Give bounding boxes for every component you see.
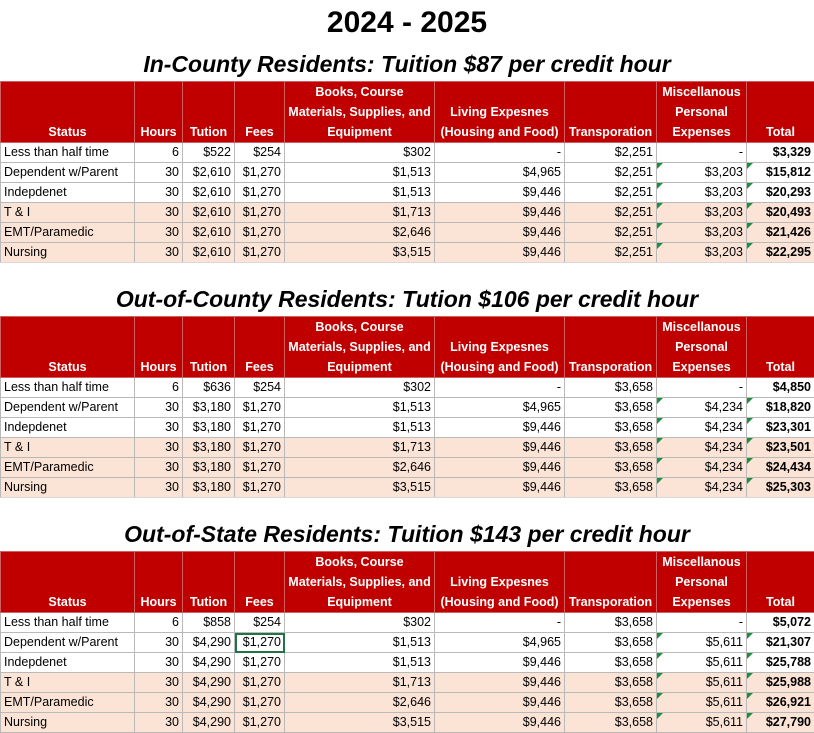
hours-header[interactable]: Hours [135, 552, 183, 613]
hours-cell[interactable]: 30 [135, 398, 183, 418]
transport-cell[interactable]: $3,658 [565, 418, 657, 438]
hours-cell[interactable]: 30 [135, 653, 183, 673]
misc-cell[interactable]: - [657, 143, 747, 163]
total-cell[interactable]: $25,788 [747, 653, 814, 673]
misc-cell[interactable]: $3,203 [657, 243, 747, 263]
books-cell[interactable]: $1,713 [285, 438, 435, 458]
tuition-header[interactable]: Tution [183, 552, 235, 613]
hours-cell[interactable]: 30 [135, 633, 183, 653]
status-cell[interactable]: Nursing [1, 243, 135, 263]
tuition-cell[interactable]: $636 [183, 378, 235, 398]
books-cell[interactable]: $1,513 [285, 398, 435, 418]
transport-cell[interactable]: $2,251 [565, 183, 657, 203]
misc-cell[interactable]: $5,611 [657, 673, 747, 693]
books-cell[interactable]: $1,513 [285, 163, 435, 183]
misc-header[interactable]: Miscellanous Personal Expenses [657, 82, 747, 143]
tuition-cell[interactable]: $3,180 [183, 478, 235, 498]
misc-cell[interactable]: - [657, 378, 747, 398]
table-row [1, 223, 814, 243]
status-header[interactable]: Status [1, 552, 135, 613]
transport-cell[interactable]: $3,658 [565, 713, 657, 733]
transport-header[interactable]: Transporation [565, 82, 657, 143]
fees-cell[interactable]: $1,270 [235, 223, 285, 243]
transport-header[interactable]: Transporation [565, 552, 657, 613]
status-cell[interactable]: Indepdenet [1, 183, 135, 203]
fees-cell[interactable]: $1,270 [235, 633, 285, 653]
total-cell[interactable]: $23,301 [747, 418, 814, 438]
misc-cell[interactable]: $5,611 [657, 693, 747, 713]
books-cell[interactable]: $1,713 [285, 673, 435, 693]
fees-cell[interactable]: $1,270 [235, 693, 285, 713]
table-row [1, 613, 814, 633]
living-cell[interactable]: $9,446 [435, 458, 565, 478]
status-cell[interactable]: Indepdenet [1, 653, 135, 673]
fees-cell[interactable]: $1,270 [235, 183, 285, 203]
total-cell[interactable]: $25,303 [747, 478, 814, 498]
living-cell[interactable]: - [435, 378, 565, 398]
table-row [1, 243, 814, 263]
living-cell[interactable]: $9,446 [435, 713, 565, 733]
tuition-cell[interactable]: $3,180 [183, 458, 235, 478]
header-row [1, 317, 814, 378]
living-cell[interactable]: $9,446 [435, 183, 565, 203]
fees-cell[interactable]: $254 [235, 143, 285, 163]
transport-cell[interactable]: $3,658 [565, 398, 657, 418]
misc-cell[interactable]: $3,203 [657, 183, 747, 203]
living-cell[interactable]: - [435, 143, 565, 163]
table-row [1, 163, 814, 183]
status-cell[interactable]: T & I [1, 203, 135, 223]
total-cell[interactable]: $24,434 [747, 458, 814, 478]
status-cell[interactable]: Dependent w/Parent [1, 398, 135, 418]
transport-cell[interactable]: $3,658 [565, 693, 657, 713]
status-cell[interactable]: Less than half time [1, 143, 135, 163]
fees-cell[interactable]: $1,270 [235, 163, 285, 183]
living-header[interactable]: Living Expesnes (Housing and Food) [435, 317, 565, 378]
table-row [1, 693, 814, 713]
books-cell[interactable]: $3,515 [285, 243, 435, 263]
fees-cell[interactable]: $1,270 [235, 203, 285, 223]
transport-cell[interactable]: $3,658 [565, 673, 657, 693]
fees-cell[interactable]: $1,270 [235, 478, 285, 498]
living-cell[interactable]: $9,446 [435, 243, 565, 263]
books-cell[interactable]: $302 [285, 613, 435, 633]
total-header[interactable]: Total [747, 552, 814, 613]
living-cell[interactable]: $4,965 [435, 163, 565, 183]
misc-header[interactable]: Miscellanous Personal Expenses [657, 317, 747, 378]
transport-cell[interactable]: $2,251 [565, 203, 657, 223]
fees-cell[interactable]: $1,270 [235, 438, 285, 458]
fees-cell[interactable]: $1,270 [235, 398, 285, 418]
fees-cell[interactable]: $1,270 [235, 653, 285, 673]
tuition-cell[interactable]: $2,610 [183, 223, 235, 243]
misc-cell[interactable]: $5,611 [657, 653, 747, 673]
status-cell[interactable]: Dependent w/Parent [1, 633, 135, 653]
status-cell[interactable]: Less than half time [1, 378, 135, 398]
hours-cell[interactable]: 30 [135, 203, 183, 223]
transport-cell[interactable]: $3,658 [565, 653, 657, 673]
total-cell[interactable]: $22,295 [747, 243, 814, 263]
transport-cell[interactable]: $2,251 [565, 143, 657, 163]
books-cell[interactable]: $2,646 [285, 693, 435, 713]
page-title: 2024 - 2025 [0, 2, 814, 44]
status-header[interactable]: Status [1, 317, 135, 378]
books-cell[interactable]: $1,513 [285, 633, 435, 653]
tuition-cell[interactable]: $4,290 [183, 653, 235, 673]
misc-cell[interactable]: $4,234 [657, 478, 747, 498]
table-row [1, 633, 814, 653]
table-row [1, 398, 814, 418]
total-cell[interactable]: $15,812 [747, 163, 814, 183]
table-row [1, 713, 814, 733]
books-cell[interactable]: $1,713 [285, 203, 435, 223]
table-row [1, 378, 814, 398]
hours-cell[interactable]: 30 [135, 243, 183, 263]
transport-cell[interactable]: $3,658 [565, 458, 657, 478]
living-cell[interactable]: $9,446 [435, 223, 565, 243]
total-cell[interactable]: $3,329 [747, 143, 814, 163]
tuition-header[interactable]: Tution [183, 317, 235, 378]
books-cell[interactable]: $1,513 [285, 418, 435, 438]
misc-cell[interactable]: $4,234 [657, 398, 747, 418]
misc-header[interactable]: Miscellanous Personal Expenses [657, 552, 747, 613]
section-title: In-County Residents: Tuition $87 per credit hour [0, 48, 814, 80]
cost-table [0, 316, 814, 498]
header-row [1, 552, 814, 613]
living-cell[interactable]: $9,446 [435, 478, 565, 498]
transport-cell[interactable]: $3,658 [565, 478, 657, 498]
fees-header[interactable]: Fees [235, 552, 285, 613]
status-cell[interactable]: Dependent w/Parent [1, 163, 135, 183]
status-cell[interactable]: EMT/Paramedic [1, 693, 135, 713]
transport-cell[interactable]: $2,251 [565, 243, 657, 263]
books-cell[interactable]: $2,646 [285, 458, 435, 478]
tuition-cell[interactable]: $2,610 [183, 203, 235, 223]
tuition-cell[interactable]: $2,610 [183, 163, 235, 183]
living-cell[interactable]: $9,446 [435, 693, 565, 713]
fees-cell[interactable]: $1,270 [235, 673, 285, 693]
misc-cell[interactable]: $3,203 [657, 203, 747, 223]
transport-cell[interactable]: $3,658 [565, 633, 657, 653]
living-cell[interactable]: $9,446 [435, 418, 565, 438]
total-cell[interactable]: $23,501 [747, 438, 814, 458]
misc-cell[interactable]: $3,203 [657, 223, 747, 243]
tuition-cell[interactable]: $4,290 [183, 673, 235, 693]
status-cell[interactable]: Indepdenet [1, 418, 135, 438]
hours-cell[interactable]: 6 [135, 143, 183, 163]
fees-cell[interactable]: $254 [235, 613, 285, 633]
tuition-cell[interactable]: $3,180 [183, 438, 235, 458]
status-cell[interactable]: T & I [1, 673, 135, 693]
misc-cell[interactable]: $4,234 [657, 458, 747, 478]
living-cell[interactable]: $9,446 [435, 438, 565, 458]
living-cell[interactable]: $9,446 [435, 203, 565, 223]
table-row [1, 143, 814, 163]
total-header[interactable]: Total [747, 317, 814, 378]
tuition-cell[interactable]: $4,290 [183, 713, 235, 733]
living-cell[interactable]: - [435, 613, 565, 633]
books-cell[interactable]: $2,646 [285, 223, 435, 243]
table-row [1, 458, 814, 478]
fees-cell[interactable]: $254 [235, 378, 285, 398]
fees-header[interactable]: Fees [235, 317, 285, 378]
books-header[interactable]: Books, Course Materials, Supplies, and Equipment [285, 82, 435, 143]
tuition-cell[interactable]: $2,610 [183, 243, 235, 263]
tuition-cell[interactable]: $858 [183, 613, 235, 633]
books-cell[interactable]: $1,513 [285, 653, 435, 673]
tuition-cell[interactable]: $522 [183, 143, 235, 163]
table-row [1, 653, 814, 673]
hours-cell[interactable]: 30 [135, 438, 183, 458]
misc-cell[interactable]: $4,234 [657, 418, 747, 438]
transport-cell[interactable]: $3,658 [565, 613, 657, 633]
spacer-row [0, 497, 814, 517]
table-row [1, 183, 814, 203]
total-cell[interactable]: $5,072 [747, 613, 814, 633]
living-header[interactable]: Living Expesnes (Housing and Food) [435, 552, 565, 613]
misc-cell[interactable]: $3,203 [657, 163, 747, 183]
fees-cell[interactable]: $1,270 [235, 243, 285, 263]
status-cell[interactable]: EMT/Paramedic [1, 458, 135, 478]
fees-cell[interactable]: $1,270 [235, 713, 285, 733]
fees-cell[interactable]: $1,270 [235, 458, 285, 478]
tuition-cell[interactable]: $2,610 [183, 183, 235, 203]
table-row [1, 673, 814, 693]
misc-cell[interactable]: $5,611 [657, 713, 747, 733]
table-row [1, 438, 814, 458]
living-cell[interactable]: $9,446 [435, 653, 565, 673]
living-cell[interactable]: $4,965 [435, 398, 565, 418]
total-cell[interactable]: $21,426 [747, 223, 814, 243]
total-cell[interactable]: $18,820 [747, 398, 814, 418]
tuition-header[interactable]: Tution [183, 82, 235, 143]
tuition-cell[interactable]: $3,180 [183, 398, 235, 418]
total-cell[interactable]: $26,921 [747, 693, 814, 713]
hours-header[interactable]: Hours [135, 317, 183, 378]
table-row [1, 203, 814, 223]
status-cell[interactable]: Nursing [1, 478, 135, 498]
living-cell[interactable]: $9,446 [435, 673, 565, 693]
total-cell[interactable]: $20,293 [747, 183, 814, 203]
books-header[interactable]: Books, Course Materials, Supplies, and Equipment [285, 317, 435, 378]
total-cell[interactable]: $27,790 [747, 713, 814, 733]
misc-cell[interactable]: $5,611 [657, 633, 747, 653]
section-title: Out-of-State Residents: Tuition $143 per credit hour [0, 518, 814, 550]
tuition-cell[interactable]: $3,180 [183, 418, 235, 438]
misc-cell[interactable]: $4,234 [657, 438, 747, 458]
hours-cell[interactable]: 30 [135, 713, 183, 733]
books-cell[interactable]: $1,513 [285, 183, 435, 203]
transport-cell[interactable]: $3,658 [565, 378, 657, 398]
status-cell[interactable]: T & I [1, 438, 135, 458]
table-row [1, 478, 814, 498]
misc-cell[interactable]: - [657, 613, 747, 633]
section-title: Out-of-County Residents: Tution $106 per credit hour [0, 283, 814, 315]
hours-cell[interactable]: 30 [135, 673, 183, 693]
total-cell[interactable]: $25,988 [747, 673, 814, 693]
transport-cell[interactable]: $3,658 [565, 438, 657, 458]
hours-cell[interactable]: 6 [135, 613, 183, 633]
books-cell[interactable]: $3,515 [285, 478, 435, 498]
total-cell[interactable]: $21,307 [747, 633, 814, 653]
hours-header[interactable]: Hours [135, 82, 183, 143]
table-row [1, 418, 814, 438]
fees-cell[interactable]: $1,270 [235, 418, 285, 438]
cost-table [0, 551, 814, 733]
status-cell[interactable]: Less than half time [1, 613, 135, 633]
hours-cell[interactable]: 30 [135, 183, 183, 203]
hours-cell[interactable]: 30 [135, 458, 183, 478]
header-row [1, 82, 814, 143]
cost-table [0, 81, 814, 263]
hours-cell[interactable]: 30 [135, 163, 183, 183]
books-cell[interactable]: $302 [285, 378, 435, 398]
total-header[interactable]: Total [747, 82, 814, 143]
books-cell[interactable]: $302 [285, 143, 435, 163]
total-cell[interactable]: $20,493 [747, 203, 814, 223]
hours-cell[interactable]: 30 [135, 418, 183, 438]
hours-cell[interactable]: 30 [135, 223, 183, 243]
status-header[interactable]: Status [1, 82, 135, 143]
fees-header[interactable]: Fees [235, 82, 285, 143]
hours-cell[interactable]: 30 [135, 693, 183, 713]
living-cell[interactable]: $4,965 [435, 633, 565, 653]
transport-header[interactable]: Transporation [565, 317, 657, 378]
spacer-row [0, 262, 814, 282]
books-header[interactable]: Books, Course Materials, Supplies, and Equipment [285, 552, 435, 613]
transport-cell[interactable]: $2,251 [565, 163, 657, 183]
living-header[interactable]: Living Expesnes (Housing and Food) [435, 82, 565, 143]
tuition-cell[interactable]: $4,290 [183, 693, 235, 713]
tuition-cell[interactable]: $4,290 [183, 633, 235, 653]
hours-cell[interactable]: 30 [135, 478, 183, 498]
hours-cell[interactable]: 6 [135, 378, 183, 398]
books-cell[interactable]: $3,515 [285, 713, 435, 733]
status-cell[interactable]: Nursing [1, 713, 135, 733]
total-cell[interactable]: $4,850 [747, 378, 814, 398]
transport-cell[interactable]: $2,251 [565, 223, 657, 243]
status-cell[interactable]: EMT/Paramedic [1, 223, 135, 243]
